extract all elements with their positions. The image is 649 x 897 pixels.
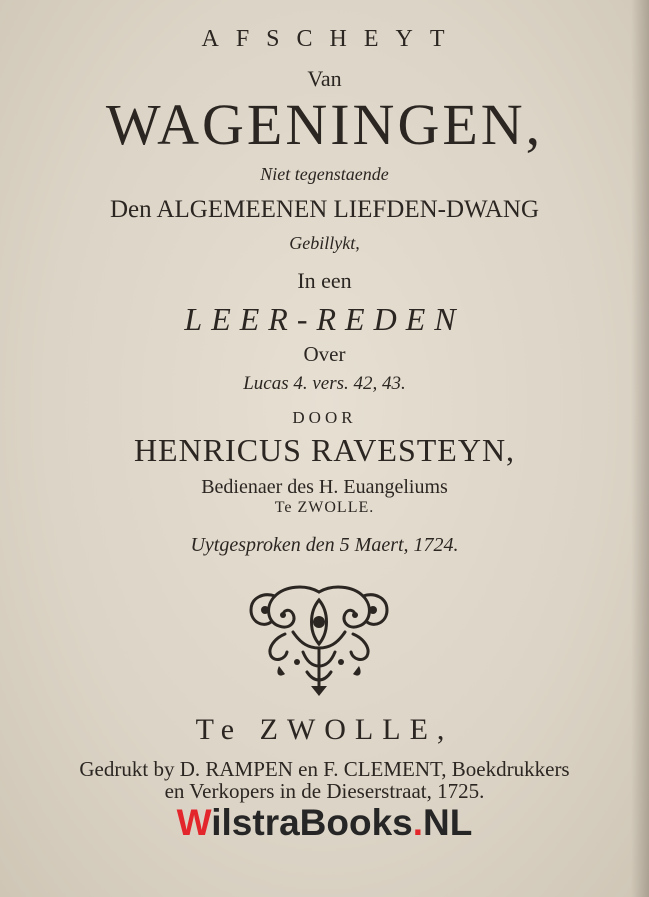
subtitle-niet-tegenstaende: Niet tegenstaende — [260, 164, 389, 184]
imprint-address-year: en Verkopers in de Dieserstraat, 1725. — [164, 779, 485, 803]
author-name: HENRICUS RAVESTEYN, — [133, 432, 516, 468]
heading-wageningen: WAGENINGEN, — [105, 92, 544, 157]
delivery-date: Uytgesproken den 5 Maert, 1724. — [190, 534, 459, 556]
subtitle-gebillykt: Gebillykt, — [289, 233, 360, 253]
watermark-wilstrabooks — [0, 802, 649, 844]
heading-van: Van — [307, 66, 342, 91]
watermark-tld: NL — [423, 802, 473, 843]
subtitle-in-een: In een — [297, 268, 352, 293]
byline-door: DOOR — [292, 408, 357, 427]
heading-leer-reden: LEER-REDEN — [184, 301, 465, 337]
fleuron-ornament-icon — [245, 582, 393, 698]
heading-afscheyt: AFSCHEYT — [201, 26, 462, 52]
author-location: Te ZWOLLE. — [274, 499, 375, 516]
watermark-first-letter: W — [176, 802, 212, 843]
watermark-dot: . — [412, 802, 424, 843]
subtitle-liefden-dwang: Den ALGEMEENEN LIEFDEN-DWANG — [109, 196, 540, 223]
watermark-name: ilstraBooks — [211, 802, 413, 843]
scripture-reference: Lucas 4. vers. 42, 43. — [243, 373, 406, 394]
subtitle-over: Over — [303, 342, 346, 366]
imprint-printers: Gedrukt by D. RAMPEN en F. CLEMENT, Boekdrukkers — [79, 757, 570, 781]
imprint-city: Te ZWOLLE, — [195, 713, 454, 746]
author-role: Bedienaer des H. Euangeliums — [201, 476, 448, 498]
